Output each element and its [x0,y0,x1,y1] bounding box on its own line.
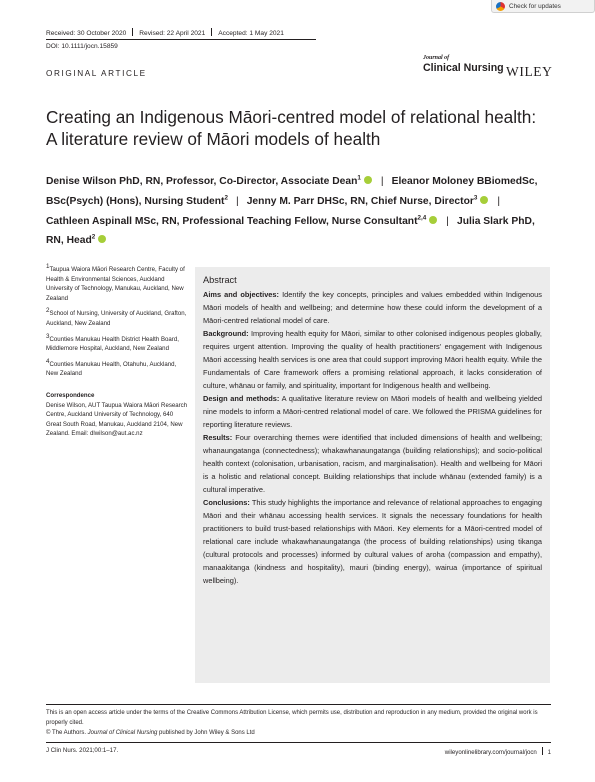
doi-link[interactable]: DOI: 10.1111/jocn.15859 [46,43,118,50]
revised-date: Revised: 22 April 2021 [139,30,206,37]
page-number: 1 [547,749,551,756]
author-affiliation-ref: 2 [91,233,96,241]
author-name[interactable]: Jenny M. Parr DHSc, RN, Chief Nurse, Director [246,195,474,207]
abstract-section [203,496,542,587]
abstract-section-label: Design and methods: [203,394,280,403]
abstract-section [203,392,542,431]
author-name[interactable]: Denise Wilson PhD, RN, Professor, Co-Director, Associate Dean [46,176,358,187]
orcid-icon[interactable] [364,176,372,184]
author-affiliation-ref: 3 [473,194,478,202]
author-affiliation-ref: 2,4 [417,214,427,222]
orcid-icon[interactable] [98,235,106,243]
author-separator: | [446,215,449,227]
copyright-journal: Journal of Clinical Nursing [87,730,158,736]
journal-url-link[interactable]: wileyonlinelibrary.com/journal/jocn [444,749,537,756]
author-affiliation-ref: 1 [357,174,361,182]
author-separator: | [497,195,501,207]
abstract-section-text: This study highlights the importance and relevance of relational approaches to engaging Māori and their whānau accessing health services. It signals the necessary foundations for health practitioners to build trust-based relationships with Māori. Key elements for a Māori-centred model of relational care include whakawhanaungatanga (the process of building relationships) using tikanga (cultural protocols and processes) informed by cultural values of aroha (compassion and empathy), manaakitanga (kindness and hospitality), mauri (binding energy), wairua (importance of spiritual wellbeing). [203,498,542,585]
article-dates [46,28,284,37]
correspondence-text: Denise Wilson, AUT Taupua Waiora Māori Research Centre, Auckland University of Technology, 640 Great South Road, Manukau, Auckland 2104, New Zealand. Email: dlwilson@aut.ac.nz [46,401,188,438]
abstract-section [203,327,542,392]
orcid-icon[interactable] [480,196,488,204]
abstract-body [203,288,542,587]
copyright-prefix: © The Authors. [46,730,86,736]
author-name[interactable]: Cathleen Aspinall MSc, RN, Professional Teaching Fellow, Nurse Consultant [46,215,418,227]
header-rule [46,39,316,40]
abstract-box [195,267,550,683]
copyright-line [46,728,556,738]
affiliation-number: 3 [46,332,50,340]
license-rule [46,704,551,705]
article-title: Creating an Indigenous Māori-centred model of relational health: A literature review of Māori models of health [46,107,537,149]
author-name[interactable]: Julia Slark PhD, RN, Head [46,215,535,247]
copyright-suffix: published by John Wiley & Sons Ltd [159,730,255,736]
article-type: ORIGINAL ARTICLE [46,69,147,78]
footer-citation: J Clin Nurs. 2021;00:1–17. [46,747,119,754]
divider [211,28,212,36]
orcid-icon[interactable] [429,216,437,224]
affiliation-text: Counties Manukau Health District Health Board, Middlemore Hospital, Auckland, New Zealand [46,335,179,353]
abstract-section-label: Aims and objectives: [203,290,279,299]
journal-logo-prefix: Journal of [423,55,450,61]
footer-right [445,747,551,756]
author-separator: | [236,195,239,207]
crossmark-icon [496,2,505,11]
affiliation-item [46,332,188,354]
author-separator: | [380,176,384,187]
affiliation-number: 1 [46,262,50,270]
abstract-section-text: Four overarching themes were identified that included dimensions of health and wellbeing; whanaungatanga (connectedness); whakawhanaungatanga (building relationships); and socio-political health context (colonisation, urbanisation, racism, and marginalisation). Health and wellbeing for Māori is a holistic and relational concept. Building relationships that include whānau (extended family) is a cultural imperative. [203,433,542,494]
affiliation-item [46,309,188,328]
affiliation-text: Counties Manukau Health, Otahuhu, Auckland, New Zealand [46,360,177,378]
affiliation-item [46,262,188,303]
footer-rule [46,742,551,743]
received-date: Received: 30 October 2020 [46,30,127,37]
affiliation-number: 2 [46,307,50,315]
author-name[interactable]: Eleanor Moloney BBiomedSc, BSc(Psych) (Hons), Nursing Student [46,176,538,207]
license-notice [46,708,556,738]
affiliation-text: Taupua Waiora Māori Research Centre, Faculty of Health & Environmental Sciences, Auckland University of Technology, Manukau, Auckland, New Zealand [46,266,185,302]
divider [542,747,543,755]
author-list [46,172,546,251]
accepted-date: Accepted: 1 May 2021 [218,30,284,37]
abstract-heading: Abstract [203,275,237,285]
check-for-updates-label: Check for updates [509,2,561,10]
correspondence-heading: Correspondence [46,391,95,399]
abstract-section-text: Improving health equity for Māori, similar to other colonised indigenous peoples globally, requires urgent attention. Improving the quality of health practitioners' engagement with Indigenous Māori accessing health services is one area that could support improving Māori health equity. While the Fundamentals of Care framework offers a promising relational approach, it lacks consideration of culture, whānau or family, and spirituality, important for Indigenous health and wellbeing. [203,329,542,390]
abstract-section-label: Results: [203,433,233,442]
license-text: This is an open access article under the terms of the Creative Commons Attribution License, which permits use, distribution and reproduction in any medium, provided the original work is properly cited. [46,710,538,726]
abstract-section-label: Background: [203,329,249,338]
abstract-section-text: Identify the key concepts, principles and values embedded within Indigenous Māori models of health and wellbeing; and determine how these could inform the development of a Māori-centred relational model of care. [203,290,542,325]
affiliation-number: 4 [46,357,50,365]
divider [132,28,133,36]
publisher-logo: WILEY [506,64,553,79]
check-for-updates-button[interactable] [491,0,595,13]
abstract-section [203,288,542,327]
affiliations [46,262,188,445]
abstract-section-label: Conclusions: [203,498,250,507]
affiliation-item [46,357,188,379]
affiliation-text: School of Nursing, University of Auckland, Grafton, Auckland, New Zealand [46,310,187,327]
abstract-section [203,431,542,496]
author-affiliation-ref: 2 [224,194,229,202]
abstract-section-text: A qualitative literature review on Māori models of health and wellbeing yielded nine models to inform a Māori-centred relational model of care. We followed the PRISMA guidelines for reporting literature reviews. [203,394,543,429]
journal-logo-name: Clinical Nursing [423,62,504,74]
